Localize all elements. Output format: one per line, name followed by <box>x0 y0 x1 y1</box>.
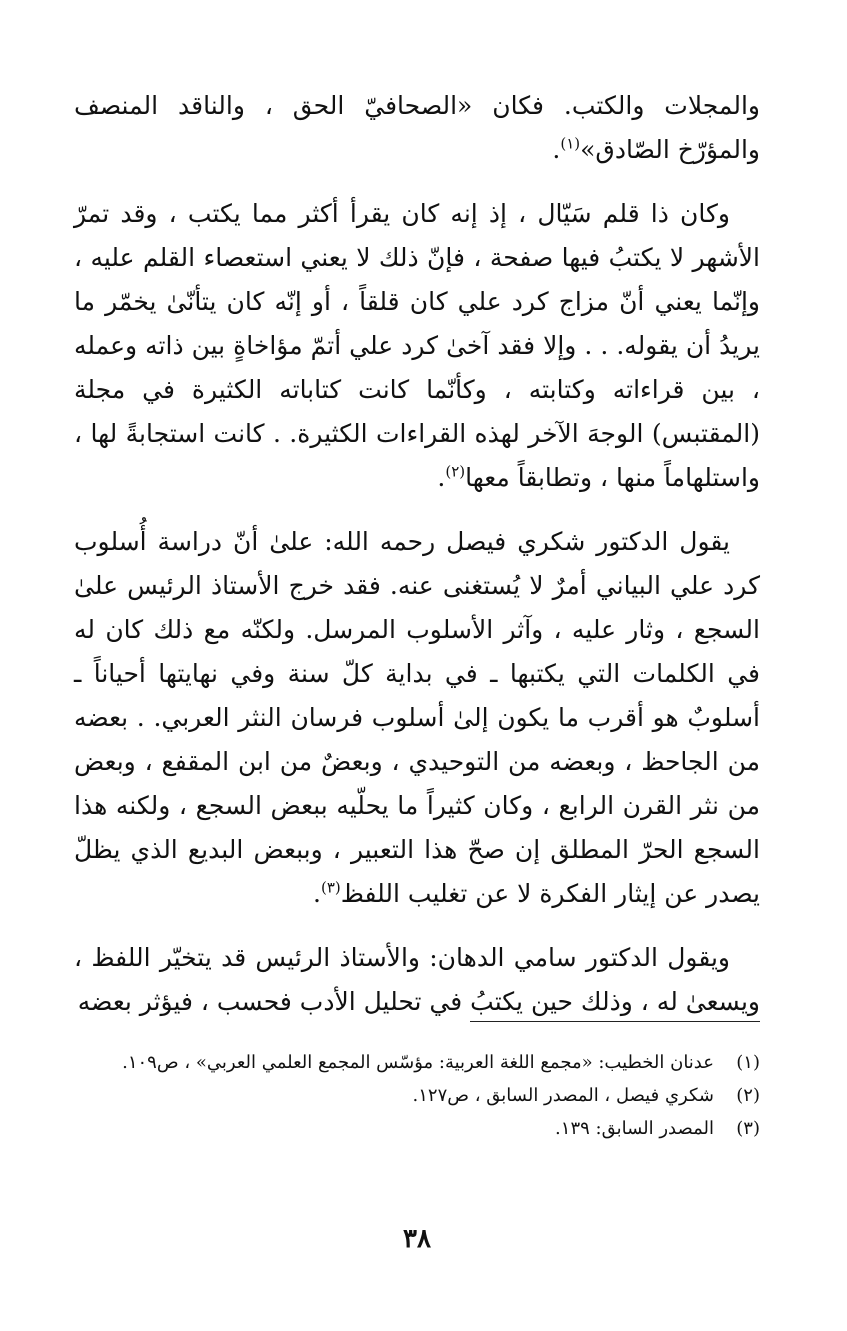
paragraph-1-end: . <box>552 135 561 164</box>
footnote-3-text: المصدر السابق: ١٣٩. <box>555 1118 714 1139</box>
footnote-3 <box>74 1112 760 1145</box>
paragraph-4-text: ويقول الدكتور سامي الدهان: والأستاذ الرئيس قد يتخيّر اللفظ ، ويسعىٰ له ، وذلك حين يكتبُ في تحليل الأدب فحسب ، فيؤثر بعضه <box>74 943 760 1016</box>
paragraph-2-text: وكان ذا قلم سَيّال ، إذ إنه كان يقرأ أكثر مما يكتب ، وقد تمرّ الأشهر لا يكتبُ فيها صفحة ، فإنّ ذلك لا يعني استعصاء القلم عليه ، وإنّما يعني أنّ مزاج كرد علي كان قلقاً ، أو إنّه كان يتأنّىٰ يخمّر ما يريدُ أن يقوله. . . وإلا فقد آخىٰ كرد علي أتمّ مؤاخاةٍ بين ذاته وعمله ، بين قراءاته وكتابته ، وكأنّما كانت كتاباته الكثيرة في مجلة (المقتبس) الوجهَ الآخر لهذه القراءات الكثيرة. . كانت استجابةً لها ، واستلهاماً منها ، وتطابقاً معها <box>74 199 760 492</box>
footnote-ref-2[interactable]: (٢) <box>445 462 466 481</box>
paragraph-1 <box>74 84 760 172</box>
paragraph-2-end: . <box>437 463 446 492</box>
footnote-ref-3[interactable]: (٣) <box>320 878 341 897</box>
footnote-1-number: (١) <box>736 1052 760 1073</box>
footnote-2-text: شكري فيصل ، المصدر السابق ، ص١٢٧. <box>412 1085 714 1106</box>
footnote-1-text: عدنان الخطيب: «مجمع اللغة العربية: مؤسّس المجمع العلمي العربي» ، ص١٠٩. <box>122 1052 714 1073</box>
book-page <box>74 84 760 1264</box>
paragraph-1-text: والمجلات والكتب. فكان «الصحافيّ الحق ، والناقد المنصف والمؤرّخ الصّادق» <box>74 91 760 164</box>
footnote-2-number: (٢) <box>736 1085 760 1106</box>
footnote-divider <box>470 1021 760 1022</box>
footnote-ref-1[interactable]: (١) <box>560 134 581 153</box>
footnote-1 <box>74 1046 760 1079</box>
paragraph-4 <box>74 936 760 1024</box>
paragraph-3-end: . <box>313 879 321 908</box>
paragraph-3 <box>74 520 760 916</box>
paragraph-3-text: يقول الدكتور شكري فيصل رحمه الله: علىٰ أنّ دراسة أُسلوب كرد علي البياني أمرٌ لا يُستغنى عنه. فقد خرج الأستاذ الرئيس علىٰ السجع ، وثار عليه ، وآثر الأسلوب المرسل. ولكنّه مع ذلك كان له في الكلمات التي يكتبها ـ في بداية كلّ سنة وفي نهايتها أحياناً ـ أسلوبٌ هو أقرب ما يكون إلىٰ أسلوب فرسان النثر العربي. . بعضه من الجاحظ ، وبعضه من التوحيدي ، وبعضٌ من ابن المقفع ، وبعض من نثر القرن الرابع ، وكان كثيراً ما يحلّيه ببعض السجع ، ولكنه هذا السجع الحرّ المطلق إن صحّ هذا التعبير ، وببعض البديع الذي يظلّ يصدر عن إيثار الفكرة لا عن تغليب اللفظ <box>74 527 760 908</box>
footnotes-section <box>74 1046 760 1145</box>
footnote-2 <box>74 1079 760 1112</box>
page-number: ٣٨ <box>403 1224 431 1254</box>
footnote-3-number: (٣) <box>736 1118 760 1139</box>
paragraph-2 <box>74 192 760 500</box>
